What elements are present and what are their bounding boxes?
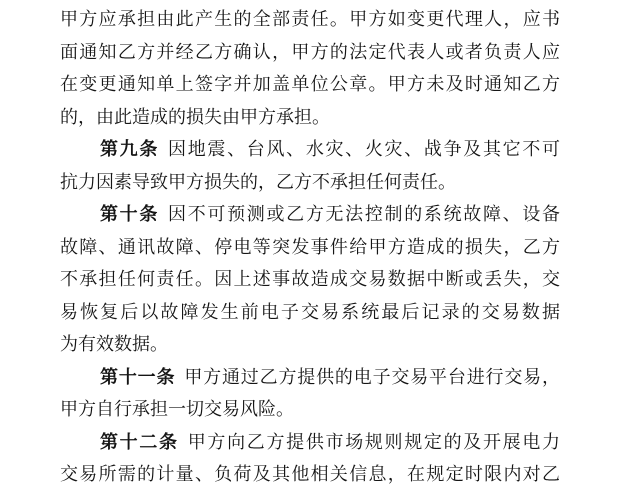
text-line xyxy=(60,427,560,460)
text-line: 在变更通知单上签字并加盖单位公章。甲方未及时通知乙方 xyxy=(60,74,560,95)
text-line: 面通知乙方并经乙方确认，甲方的法定代表人或者负责人应 xyxy=(60,41,560,63)
article-11-heading: 第十一条 xyxy=(100,366,176,388)
text-line: 故障、通讯故障、停电等突发事件给甲方造成的损失，乙方 xyxy=(60,236,560,258)
text-line xyxy=(60,199,560,232)
text-line xyxy=(60,134,560,167)
document-page xyxy=(60,4,560,492)
article-9-heading: 第九条 xyxy=(100,139,160,160)
article-11-text: 甲方通过乙方提供的电子交易平台进行交易， xyxy=(184,366,560,388)
text-line: 交易所需的计量、负荷及其他相关信息，在规定时限内对乙 xyxy=(60,464,560,485)
paragraph-article-12 xyxy=(60,427,560,492)
text-line: 甲方自行承担一切交易风险。 xyxy=(60,399,294,420)
article-12-heading: 第十二条 xyxy=(100,431,179,453)
article-10-heading: 第十条 xyxy=(100,204,160,225)
text-line: 易恢复后以故障发生前电子交易系统最后记录的交易数据 xyxy=(60,301,560,323)
paragraph-article-9 xyxy=(60,134,560,199)
text-line: 为有效数据。 xyxy=(60,334,168,355)
paragraph-article-11 xyxy=(60,362,560,427)
text-line: 的，由此造成的损失由甲方承担。 xyxy=(60,106,330,128)
text-line xyxy=(60,362,560,395)
text-line: 抗力因素导致甲方损失的，乙方不承担任何责任。 xyxy=(60,171,456,193)
paragraph-clause-continuation xyxy=(60,4,560,134)
text-line: 不承担任何责任。因上述事故造成交易数据中断或丢失，交 xyxy=(60,269,560,290)
article-9-text: 因地震、台风、水灾、火灾、战争及其它不可 xyxy=(168,139,560,160)
article-10-text: 因不可预测或乙方无法控制的系统故障、设备 xyxy=(168,204,560,225)
text-line: 甲方应承担由此产生的全部责任。甲方如变更代理人，应书 xyxy=(60,9,560,30)
paragraph-article-10 xyxy=(60,199,560,362)
article-12-text: 甲方向乙方提供市场规则规定的及开展电力 xyxy=(187,431,560,453)
